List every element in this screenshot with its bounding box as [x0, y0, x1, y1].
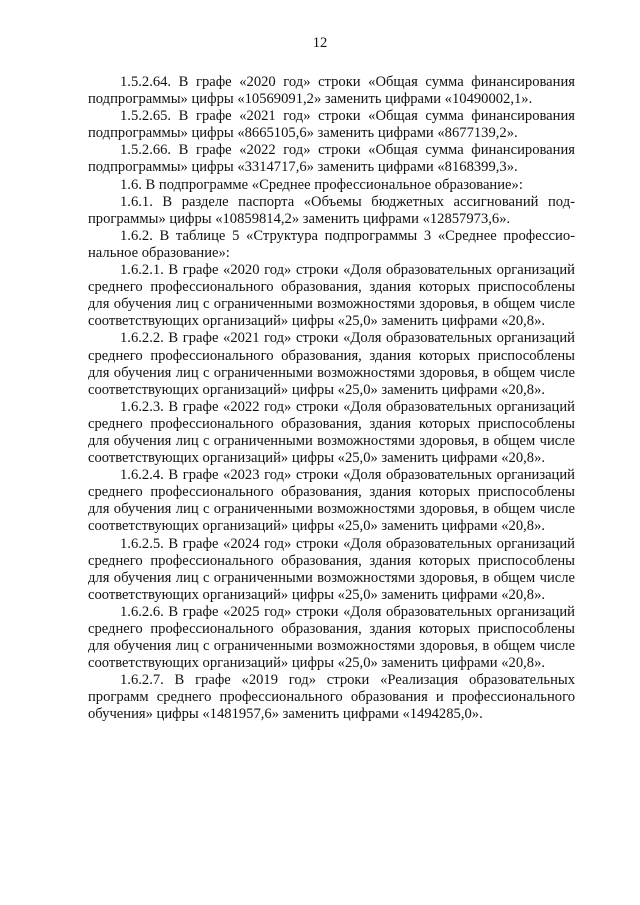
paragraph-1-6-2-3: 1.6.2.3. В графе «2022 год» строки «Доля образовательных организаций среднего профессионального образования, здания которых приспособлены для обучения лиц с ограниченными возможностями здоровья, в общем числе соответствующих организаций» цифры «25,0» заменить цифрами «20,8». — [88, 398, 575, 467]
paragraph-1-6-2-2: 1.6.2.2. В графе «2021 год» строки «Доля образовательных организаций среднего профессионального образования, здания которых приспособлены для обучения лиц с ограниченными возможностями здоровья, в общем числе соответствующих организаций» цифры «25,0» заменить цифрами «20,8». — [88, 330, 575, 398]
paragraph-1-6: 1.6. В подпрограмме «Среднее профессиональное образование»: — [120, 176, 523, 193]
paragraph-1-6-2-5: 1.6.2.5. В графе «2024 год» строки «Доля образовательных организаций среднего профессионального образования, здания которых приспособлены для обучения лиц с ограниченными возможностями здоровья, в общем числе соответствующих организаций» цифры «25,0» заменить цифрами «20,8». — [88, 535, 575, 603]
paragraph-1-6-2-1: 1.6.2.1. В графе «2020 год» строки «Доля образовательных организаций среднего профессионального образования, здания которых приспособлены для обучения лиц с ограниченными возможностями здоровья, в общем числе соответствующих организаций» цифры «25,0» заменить цифрами «20,8». — [88, 262, 575, 330]
document-body — [88, 74, 575, 724]
paragraph-1-6-2-6: 1.6.2.6. В графе «2025 год» строки «Доля образовательных организаций среднего профессионального образования, здания которых приспособлены для обучения лиц с ограниченными возможностями здоровья, в общем числе соответствующих организаций» цифры «25,0» заменить цифрами «20,8». — [88, 603, 575, 672]
paragraph-1-5-2-64: 1.5.2.64. В графе «2020 год» строки «Общая сумма финансирования подпрограммы» цифры «10569091,2» заменить цифрами «10490002,1». — [88, 74, 575, 108]
paragraph-1-5-2-66: 1.5.2.66. В графе «2022 год» строки «Общая сумма финансирования подпрограммы» цифры «3314717,6» заменить цифрами «8168399,3». — [88, 142, 575, 176]
paragraph-1-6-1: 1.6.1. В разделе паспорта «Объемы бюджетных ассигнований подпрограммы» цифры «10859814,2» заменить цифрами «12857973,6». — [88, 193, 575, 227]
paragraph-1-6-2-7: 1.6.2.7. В графе «2019 год» строки «Реализация образовательных программ среднего профессионального образования и профессионального обучения» цифры «1481957,6» заменить цифрами «1494285,0». — [88, 672, 575, 723]
page-number: 12 — [312, 35, 328, 51]
paragraph-1-5-2-65: 1.5.2.65. В графе «2021 год» строки «Общая сумма финансирования подпрограммы» цифры «8665105,6» заменить цифрами «8677139,2». — [88, 108, 575, 142]
paragraph-1-6-2: 1.6.2. В таблице 5 «Структура подпрограммы 3 «Среднее профессиональное образование»: — [88, 227, 575, 261]
paragraph-1-6-2-4: 1.6.2.4. В графе «2023 год» строки «Доля образовательных организаций среднего профессионального образования, здания которых приспособлены для обучения лиц с ограниченными возможностями здоровья, в общем числе соответствующих организаций» цифры «25,0» заменить цифрами «20,8». — [88, 467, 575, 535]
